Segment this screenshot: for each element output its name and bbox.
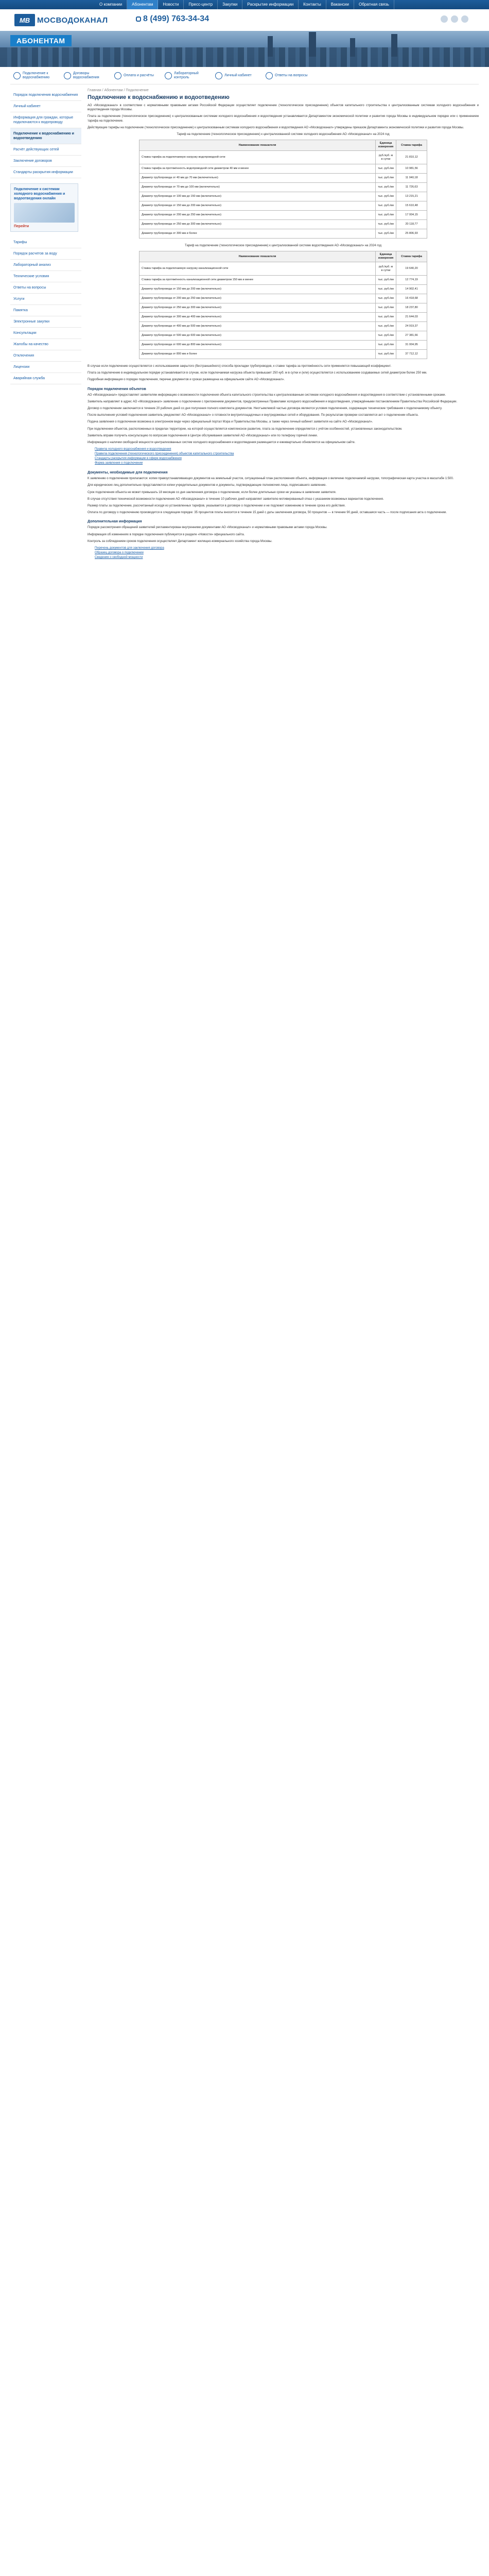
table-header-cell: Наименование показателя: [139, 251, 376, 262]
rate-cell: 14 902,41: [396, 285, 427, 294]
paragraph: АО «Мосводоканал» предоставляет заявителям информацию о возможности подключения объекта капитального строительства к централизованным системам холодного водоснабжения и водоотведения в соответствии с установленными сроками.: [88, 393, 446, 397]
unit-cell: тыс. руб./км: [376, 322, 396, 331]
indicator-cell: Диаметр трубопровода от 600 мм до 800 мм (включительно): [139, 341, 376, 350]
sidebar-item[interactable]: Тарифы: [10, 237, 81, 248]
paragraph: К заявлению о подключении прилагаются: копии правоустанавливающих документов на земельный участок, ситуационный план расположения объекта, информация о величине подключаемой нагрузки, топографическая карта участка в масштабе 1:500.: [88, 477, 454, 481]
table-row: [139, 322, 427, 331]
indicator-cell: Диаметр трубопровода от 500 мм до 600 мм (включительно): [139, 331, 376, 341]
subnav-icon: [64, 72, 71, 79]
paragraph: При подключении объектов, расположенных в пределах территории, на которой осуществляется комплексное развитие, плата за подключение определяется с учётом особенностей, установленных законодательством.: [88, 427, 403, 431]
table-header-row: [139, 140, 427, 151]
table-header-cell: Ставка тарифа: [396, 251, 427, 262]
document-link[interactable]: Правила холодного водоснабжения и водоотведения: [95, 448, 171, 451]
unit-cell: тыс. руб./км: [376, 341, 396, 350]
sidebar: [10, 84, 81, 564]
unit-cell: тыс. руб./км: [376, 276, 396, 285]
section-banner: [0, 31, 489, 67]
table-row: [139, 262, 427, 276]
top-menu-item[interactable]: Контакты: [299, 0, 326, 9]
paragraph: Плата за подключение в индивидуальном порядке устанавливается в случае, если подключаемая нагрузка объекта превышает 250 куб. м в сутки и (или) осуществляется с использованием создаваемых сетей диаметром более 250 мм.: [88, 371, 427, 375]
body-text: [88, 477, 479, 515]
unit-cell: тыс. руб./км: [376, 313, 396, 322]
unit-cell: руб./куб. м в сутки: [376, 262, 396, 276]
indicator-cell: Диаметр трубопровода от 150 мм до 200 мм (включительно): [139, 201, 376, 211]
indicator-cell: Диаметр трубопровода от 100 мм до 150 мм (включительно): [139, 192, 376, 201]
paragraph: Договор о подключении заключается в течение 20 рабочих дней со дня получения полного комплекта документов. Неотъемлемой частью договора являются условия подключения, содержащие технические требования к подключаемому объекту.: [88, 407, 443, 411]
unit-cell: тыс. руб./км: [376, 211, 396, 220]
paragraph: Заявитель направляет в адрес АО «Мосводоканал» заявление о подключении с приложением документов, предусмотренных Правилами холодного водоснабжения и водоотведения, утверждёнными постановлением Правительства Российской Федерации.: [88, 400, 458, 403]
unit-cell: тыс. руб./км: [376, 183, 396, 192]
rate-cell: 15 610,48: [396, 201, 427, 211]
rate-cell: 17 004,15: [396, 211, 427, 220]
main-content: [88, 84, 479, 564]
table-header-cell: Наименование показателя: [139, 140, 376, 151]
subnav-label: Ответы на вопросы: [275, 73, 308, 77]
city-skyline-image: [0, 47, 489, 67]
rate-cell: 27 381,66: [396, 331, 427, 341]
document-link[interactable]: Перечень документов для заключения договора: [95, 547, 164, 550]
sidebar-item[interactable]: Памятка: [10, 305, 81, 316]
rate-cell: 13 215,21: [396, 192, 427, 201]
top-menu-item[interactable]: Обратная связь: [354, 0, 394, 9]
subnav-icon: [114, 72, 121, 79]
paragraph: Срок подключения объекта не может превышать 18 месяцев со дня заключения договора о подключении, если более длительные сроки не указаны в заявлении заявителя.: [88, 490, 337, 494]
rate-cell: 11 726,63: [396, 183, 427, 192]
table-row: [139, 350, 427, 359]
top-menu-item[interactable]: Раскрытие информации: [242, 0, 299, 9]
document-links: [95, 546, 479, 560]
top-menu-item[interactable]: Новости: [158, 0, 184, 9]
header-tools: [441, 15, 468, 23]
rate-cell: 12 774,19: [396, 276, 427, 285]
skyline-tower: [391, 34, 397, 57]
subnav-icon: [13, 72, 21, 79]
subnav-item[interactable]: [111, 72, 162, 79]
body-text: [88, 526, 479, 544]
indicator-cell: Диаметр трубопровода от 200 мм до 250 мм (включительно): [139, 294, 376, 303]
rate-cell: 37 712,12: [396, 350, 427, 359]
skyline-tower: [309, 32, 316, 57]
subnav-icon: [215, 72, 222, 79]
sidebar-item[interactable]: Жалобы на качество: [10, 339, 81, 350]
promo-image: [14, 203, 75, 223]
subnav: [10, 67, 479, 84]
sidebar-item[interactable]: Личный кабинет: [10, 101, 81, 112]
breadcrumb[interactable]: Главная / Абонентам / Подключение: [88, 89, 149, 92]
sidebar-item[interactable]: Порядок расчетов за воду: [10, 248, 81, 260]
indicator-cell: Ставка тарифа за подключаемую нагрузку водопроводной сети: [139, 151, 376, 164]
subnav-label: Договоры водоснабжения: [73, 71, 99, 79]
search-icon[interactable]: [441, 15, 448, 23]
sidebar-item[interactable]: Заключение договоров: [10, 156, 81, 167]
logo-mark: МВ: [14, 14, 35, 26]
table-row: [139, 183, 427, 192]
sidebar-item[interactable]: Технические условия: [10, 271, 81, 282]
document-link[interactable]: Сведения о свободной мощности: [95, 556, 143, 560]
page-body: [10, 84, 479, 564]
subnav-label: Оплата и расчёты: [124, 73, 154, 77]
top-menu-item[interactable]: Вакансии: [326, 0, 354, 9]
paragraph: Действующие тарифы на подключение (технологическое присоединение) к централизованным системам холодного водоснабжения и водоотведения АО «Мосводоканал» утверждены приказом Департамента экономической политики и развития города Москвы.: [88, 126, 464, 129]
rate-cell: 21 810,12: [396, 151, 427, 164]
table-row: [139, 313, 427, 322]
subnav-item[interactable]: [162, 72, 212, 80]
indicator-cell: Диаметр трубопровода от 800 мм и более: [139, 350, 376, 359]
subnav-item[interactable]: [10, 72, 61, 80]
section-heading: Документы, необходимые для подключения: [88, 471, 168, 475]
subnav-label: Подключение к водоснабжению: [23, 71, 50, 79]
sidebar-item[interactable]: Стандарты раскрытия информации: [10, 167, 81, 178]
indicator-cell: Ставка тарифа за протяжённость канализационной сети диаметром 150 мм и менее: [139, 276, 376, 285]
rate-cell: 16 418,68: [396, 294, 427, 303]
sidebar-item[interactable]: Отключения: [10, 350, 81, 362]
unit-cell: тыс. руб./км: [376, 285, 396, 294]
table-row: [139, 331, 427, 341]
table-header-row: [139, 251, 427, 262]
paragraph: Контроль за соблюдением сроков подключения осуществляет Департамент жилищно-коммунального хозяйства города Москвы.: [88, 539, 272, 543]
rate-cell: 11 040,18: [396, 174, 427, 183]
table-row: [139, 285, 427, 294]
paragraph: АО «Мосводоканал» в соответствии с нормативными правовыми актами Российской Федерации осуществляет подключение (технологическое присоединение) объектов капитального строительства к централизованным системам холодного водоснабжения и водоотведения города Москвы.: [88, 104, 479, 112]
top-menu: [0, 0, 489, 9]
skyline-tower: [350, 38, 355, 57]
rate-cell: 20 118,77: [396, 220, 427, 229]
indicator-cell: Диаметр трубопровода от 300 мм и более: [139, 229, 376, 239]
paragraph: Заявитель вправе получить консультацию по вопросам подключения в Центре обслуживания заявителей АО «Мосводоканал» или по телефону горячей линии.: [88, 434, 318, 437]
sidebar-item[interactable]: Аварийная служба: [10, 373, 81, 384]
section-heading: Дополнительная информация: [88, 520, 142, 524]
rate-cell: 10 981,56: [396, 164, 427, 174]
paragraph: Плата за подключение (технологическое присоединение) к централизованным системам холодного водоснабжения и водоотведения устанавливается Департаментом экономической политики и развития города Москвы в индивидуальном порядке или с применением тарифа на подключение.: [88, 115, 479, 123]
sidebar-item[interactable]: Лабораторный анализ: [10, 260, 81, 271]
table-row: [139, 341, 427, 350]
table-row: [139, 174, 427, 183]
logo[interactable]: [14, 14, 108, 26]
paragraph: После выполнения условий подключения заявитель уведомляет АО «Мосводоканал» о готовности внутриплощадочных и внутридомовых сетей и оборудования. По результатам проверки составляется акт о подключении объекта.: [88, 414, 419, 417]
paragraph: Подача заявления о подключении возможна в электронном виде через официальный портал Мэра и Правительства Москвы, а также через личный кабинет заявителя на сайте АО «Мосводоканал».: [88, 420, 373, 424]
section-heading: Порядок подключения объектов: [88, 387, 146, 391]
subnav-label: Личный кабинет: [224, 73, 252, 77]
table-header-cell: Единица измерения: [376, 251, 396, 262]
promo-banner[interactable]: [10, 183, 78, 232]
water-tariff-table: [139, 140, 427, 239]
table-caption: Тариф на подключение (технологическое присоединение) к централизованной системе холодного водоснабжения АО «Мосводоканал» на 2024 год: [177, 133, 390, 137]
paragraph: Информация о наличии свободной мощности централизованных систем холодного водоснабжения и водоотведения размещается и ежеквартально обновляется на официальном сайте.: [88, 441, 356, 445]
unit-cell: тыс. руб./км: [376, 174, 396, 183]
table-row: [139, 151, 427, 164]
phone-number: 8 (499) 763-34-34: [143, 14, 209, 23]
sewer-tariff-table: [139, 251, 427, 359]
sidebar-item[interactable]: Услуги: [10, 294, 81, 305]
rate-cell: 19 640,20: [396, 262, 427, 276]
paragraph: Информация об изменениях в порядке подключения публикуется в разделе «Новости» официального сайта.: [88, 533, 245, 536]
table-row: [139, 229, 427, 239]
document-link[interactable]: Образец договора о подключении: [95, 551, 144, 555]
subnav-item[interactable]: [212, 72, 263, 79]
top-menu-item[interactable]: Абонентам: [127, 0, 158, 9]
sidebar-item[interactable]: Информация для граждан, которые подключаются к водопроводу: [10, 112, 81, 128]
rate-cell: 25 806,93: [396, 229, 427, 239]
indicator-cell: Диаметр трубопровода от 150 мм до 200 мм (включительно): [139, 285, 376, 294]
table-row: [139, 303, 427, 313]
sidebar-item[interactable]: Расчёт действующих сетей: [10, 144, 81, 156]
table-row: [139, 276, 427, 285]
table-header-cell: Единица измерения: [376, 140, 396, 151]
section-title: АБОНЕНТАМ: [10, 35, 72, 46]
top-menu-item[interactable]: Пресс-центр: [184, 0, 218, 9]
rate-cell: 18 237,80: [396, 303, 427, 313]
indicator-cell: Диаметр трубопровода от 200 мм до 250 мм (включительно): [139, 211, 376, 220]
sidebar-item[interactable]: Консультации: [10, 328, 81, 339]
unit-cell: тыс. руб./км: [376, 331, 396, 341]
indicator-cell: Диаметр трубопровода от 250 мм до 300 мм (включительно): [139, 303, 376, 313]
body-text: [88, 393, 479, 445]
indicator-cell: Диаметр трубопровода от 70 мм до 100 мм (включительно): [139, 183, 376, 192]
user-icon[interactable]: [461, 15, 468, 23]
indicator-cell: Диаметр трубопровода от 400 мм до 500 мм (включительно): [139, 322, 376, 331]
table-row: [139, 164, 427, 174]
table-row: [139, 201, 427, 211]
paragraph: В случае если подключение осуществляется с использованием закрытого (бестраншейного) способа прокладки трубопроводов, к ставке тарифа за протяжённость сети применяется повышающий коэффициент.: [88, 365, 392, 368]
subnav-item[interactable]: [61, 72, 111, 80]
document-links: [95, 447, 479, 466]
promo-title: Подключение к системам холодного водоснабжения и водоотведения онлайн: [14, 188, 65, 200]
site-header: [10, 9, 479, 31]
unit-cell: тыс. руб./км: [376, 192, 396, 201]
table-row: [139, 294, 427, 303]
table-row: [139, 211, 427, 220]
table-header-cell: Ставка тарифа: [396, 140, 427, 151]
top-menu-item[interactable]: О компании: [95, 0, 127, 9]
hotline-phone[interactable]: [136, 14, 209, 24]
sidebar-item[interactable]: Подключение к водоснабжению и водоотведению: [10, 128, 81, 144]
rate-cell: 24 919,37: [396, 322, 427, 331]
subnav-icon: [266, 72, 273, 79]
unit-cell: тыс. руб./км: [376, 220, 396, 229]
paragraph: Оплата по договору о подключению производится в следующем порядке: 35 процентов платы вносится в течение 15 дней с даты заключения договора, 50 процентов — в течение 90 дней, оставшаяся часть — после подписания акта о подключении.: [88, 511, 447, 515]
subnav-item[interactable]: [263, 72, 313, 79]
sidebar-item[interactable]: Ответы на вопросы: [10, 282, 81, 294]
table-caption: Тариф на подключение (технологическое присоединение) к централизованной системе водоотведения АО «Мосводоканал» на 2024 год: [185, 244, 381, 248]
unit-cell: тыс. руб./км: [376, 294, 396, 303]
rate-cell: 21 644,03: [396, 313, 427, 322]
paragraph: В случае отсутствия технической возможности подключения АО «Мосводоканал» в течение 10 рабочих дней направляет заявителю мотивированный отказ с указанием возможных вариантов подключения.: [88, 497, 384, 501]
unit-cell: тыс. руб./км: [376, 164, 396, 174]
indicator-cell: Ставка тарифа за протяжённость водопроводной сети диаметром 40 мм и менее: [139, 164, 376, 174]
paragraph: Для юридических лиц дополнительно представляются копии учредительных документов и документы, подтверждающие полномочия лица, подписавшего заявление.: [88, 484, 327, 487]
phone-icon: [136, 16, 141, 22]
document-link[interactable]: Правила подключения (технологического присоединения) объектов капитального строительства: [95, 452, 234, 456]
logo-name: МОСВОДОКАНАЛ: [37, 15, 108, 25]
sidebar-item[interactable]: Лицензии: [10, 362, 81, 373]
rate-cell: 31 004,95: [396, 341, 427, 350]
indicator-cell: Диаметр трубопровода от 300 мм до 400 мм (включительно): [139, 313, 376, 322]
sidebar-item[interactable]: Порядок подключения водоснабжения: [10, 90, 81, 101]
unit-cell: руб./куб. м в сутки: [376, 151, 396, 164]
paragraph: Порядок рассмотрения обращений заявителей регламентирован внутренними документами АО «Мосводоканал» и нормативными правовыми актами города Москвы.: [88, 526, 327, 530]
sidebar-item[interactable]: Электронные закупки: [10, 316, 81, 328]
document-link[interactable]: Стандарты раскрытия информации в сфере водоснабжения: [95, 457, 182, 461]
top-menu-item[interactable]: Закупки: [218, 0, 242, 9]
indicator-cell: Диаметр трубопровода от 40 мм до 70 мм (включительно): [139, 174, 376, 183]
subnav-label: Лабораторный контроль: [174, 71, 199, 79]
accessibility-icon[interactable]: [451, 15, 458, 23]
document-link[interactable]: Форма заявления о подключении: [95, 462, 143, 465]
unit-cell: тыс. руб./км: [376, 201, 396, 211]
unit-cell: тыс. руб./км: [376, 229, 396, 239]
intro-text: [88, 104, 479, 130]
table-row: [139, 192, 427, 201]
promo-link[interactable]: Перейти: [14, 225, 29, 228]
unit-cell: тыс. руб./км: [376, 350, 396, 359]
middle-text: [88, 364, 479, 382]
subnav-icon: [165, 72, 172, 79]
table-row: [139, 220, 427, 229]
paragraph: Подробная информация о порядке подключения, перечне документов и сроках размещена на официальном сайте АО «Мосводоканал».: [88, 378, 285, 382]
skyline-tower: [268, 36, 273, 57]
indicator-cell: Диаметр трубопровода от 250 мм до 300 мм (включительно): [139, 220, 376, 229]
unit-cell: тыс. руб./км: [376, 303, 396, 313]
paragraph: Размер платы за подключение, рассчитанный исходя из установленных тарифов, указывается в договоре о подключении и не подлежит изменению в течение срока его действия.: [88, 504, 346, 508]
page-title: Подключение к водоснабжению и водоотведению: [88, 94, 230, 100]
indicator-cell: Ставка тарифа за подключаемую нагрузку канализационной сети: [139, 262, 376, 276]
